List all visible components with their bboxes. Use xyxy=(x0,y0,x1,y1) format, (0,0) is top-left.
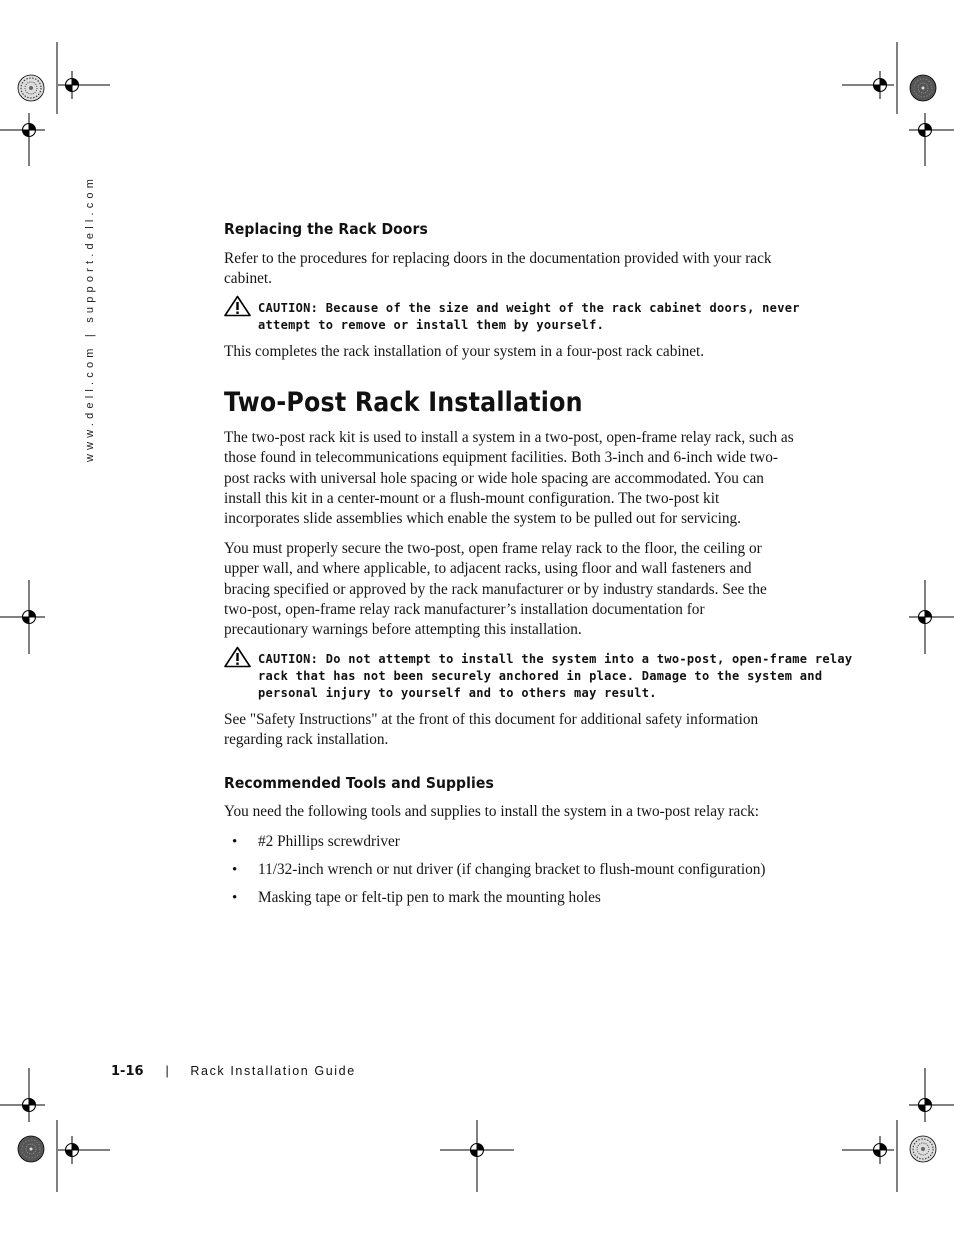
paragraph-line: You must properly secure the two-post, open frame relay rack to the floor, the ceiling or xyxy=(224,540,762,557)
list-item-text: #2 Phillips screwdriver xyxy=(258,833,400,850)
section-rack-doors xyxy=(224,220,443,238)
paragraph xyxy=(224,539,824,640)
page-number: 1-16 xyxy=(111,1064,144,1079)
paragraph-line: post racks with universal hole spacing or wide hole spacing are accommodated. You can xyxy=(224,469,764,487)
page-footer xyxy=(111,1062,356,1080)
paragraph-line: precautionary warnings before attempting this installation. xyxy=(224,621,582,639)
caution-note xyxy=(258,651,852,702)
paragraph xyxy=(224,710,824,751)
list-item-text: Masking tape or felt-tip pen to mark the mounting holes xyxy=(258,889,601,906)
section-heading: Replacing the Rack Doors xyxy=(224,220,428,238)
bullet-list xyxy=(224,832,844,916)
list-item xyxy=(224,888,844,916)
paragraph-line: two-post, open-frame relay rack manufacturer’s installation documentation for xyxy=(224,600,705,618)
footer-doc-title: Rack Installation Guide xyxy=(190,1064,356,1078)
caution-triangle-icon xyxy=(224,295,251,322)
caution-line: CAUTION: Do not attempt to install the system into a two-post, open-frame relay xyxy=(258,652,853,666)
caution-triangle-icon xyxy=(224,646,251,673)
footer-separator: | xyxy=(165,1064,171,1078)
paragraph-line: See "Safety Instructions" at the front of this document for additional safety information xyxy=(224,711,759,728)
caution-line: rack that has not been securely anchored in place. Damage to the system and xyxy=(258,669,823,683)
list-item xyxy=(224,832,844,860)
paragraph xyxy=(224,428,824,529)
bullet-icon: • xyxy=(232,834,238,850)
side-url-text: www.dell.com | support.dell.com xyxy=(84,174,96,462)
list-item xyxy=(224,860,844,888)
paragraph-line: regarding rack installation. xyxy=(224,731,389,749)
chapter-title: Two-Post Rack Installation xyxy=(224,387,583,418)
caution-line: personal injury to yourself and to others may result. xyxy=(258,686,657,700)
paragraph-line: bracing specified or approved by the rack manufacturer or by industry standards. See the xyxy=(224,580,767,598)
paragraph-line: upper wall, and where applicable, to adjacent racks, using floor and wall fasteners and xyxy=(224,560,752,578)
paragraph-line: those found in telecommunications equipment facilities. Both 3-inch and 6-inch wide two- xyxy=(224,449,778,467)
paragraph-line: install this kit in a center-mount or a flush-mount configuration. The two-post kit xyxy=(224,489,720,507)
caution-line: attempt to remove or install them by yourself. xyxy=(258,318,605,332)
section-heading: Recommended Tools and Supplies xyxy=(224,774,494,792)
paragraph: This completes the rack installation of your system in a four-post rack cabinet. xyxy=(224,343,705,360)
paragraph-line: incorporates slide assemblies which enable the system to be pulled out for servicing. xyxy=(224,510,741,528)
paragraph: You need the following tools and supplies to install the system in a two-post relay rack: xyxy=(224,803,760,820)
paragraph-line: The two-post rack kit is used to install a system in a two-post, open-frame relay rack, such as xyxy=(224,429,794,446)
bullet-icon: • xyxy=(232,890,238,906)
paragraph xyxy=(224,249,824,290)
caution-note xyxy=(258,300,800,334)
chapter-title-block xyxy=(224,387,632,418)
list-item-text: 11/32-inch wrench or nut driver (if changing bracket to flush-mount configuration) xyxy=(258,861,766,878)
section-tools xyxy=(224,774,514,792)
caution-line: CAUTION: Because of the size and weight of the rack cabinet doors, never xyxy=(258,301,800,315)
bullet-icon: • xyxy=(232,862,238,878)
paragraph-line: Refer to the procedures for replacing doors in the documentation provided with your rack xyxy=(224,250,772,267)
paragraph-line: cabinet. xyxy=(224,270,272,288)
